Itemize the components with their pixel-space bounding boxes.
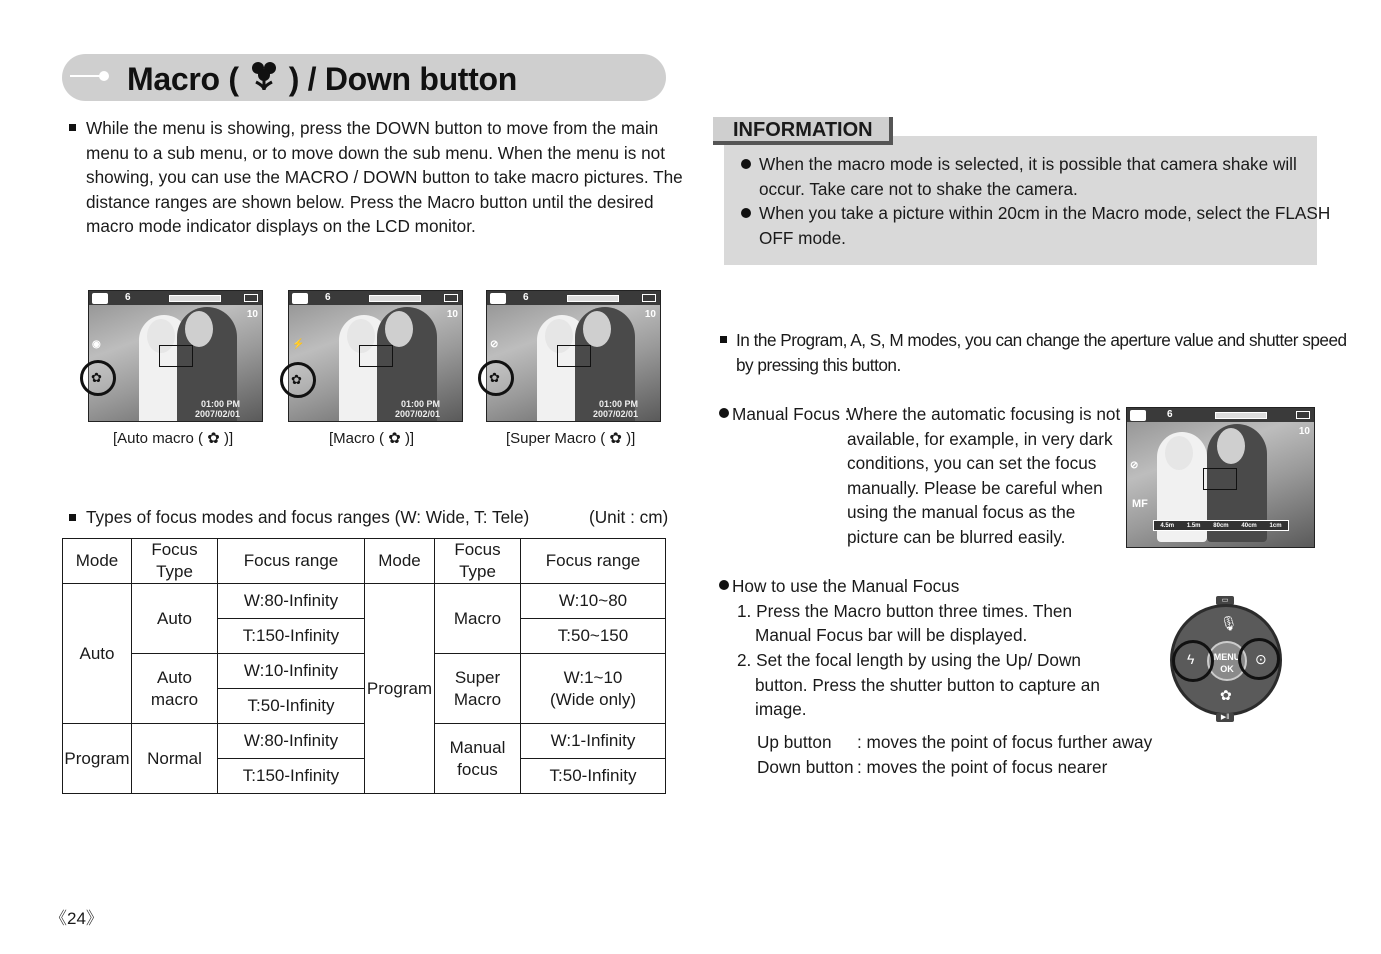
bullet-dot — [741, 159, 751, 169]
table-cell: T:50-Infinity — [521, 759, 666, 794]
mf-line: using the manual focus as the — [847, 502, 1076, 523]
super-macro-icon: ✿ — [489, 370, 500, 385]
caption-super-macro — [506, 429, 635, 447]
focus-range-table — [62, 538, 666, 794]
header-cell: Mode — [365, 539, 435, 584]
focus-scale-label: 1cm — [1269, 522, 1282, 529]
date: 2007/02/01 — [394, 409, 440, 419]
table-cell: Program — [63, 724, 132, 794]
table-row — [63, 584, 666, 619]
table-cell — [435, 654, 521, 724]
bullet-dot — [741, 208, 751, 218]
battery-icon — [642, 294, 656, 302]
auto-macro-icon: ✿ — [91, 370, 102, 385]
self-timer-icon: ⊙ — [1255, 651, 1267, 667]
how-to-step: Manual Focus bar will be displayed. — [755, 625, 1028, 645]
caption-macro — [329, 429, 414, 447]
intro-line: distance ranges are shown below. Press the Macro button until the desired — [86, 191, 654, 212]
cell-line: W:1~10 — [563, 667, 623, 687]
focus-frame — [557, 345, 591, 367]
table-cell: T:150-Infinity — [218, 619, 365, 654]
how-to-step: image. — [755, 699, 807, 719]
note-line: In the Program, A, S, M modes, you can change the aperture value and shutter speed — [736, 330, 1347, 350]
table-heading: Types of focus modes and focus ranges (W: Wide, T: Tele) — [86, 507, 530, 527]
image-size-indicator: 10 — [246, 309, 258, 320]
flash-icon: ϟ — [1187, 651, 1195, 667]
lcd-macro — [288, 290, 463, 422]
caption-text: )] — [404, 430, 415, 447]
playback-pause-icon: ▶‖ — [1216, 713, 1234, 722]
battery-icon — [444, 294, 458, 302]
mic-icon: 🎙 — [1220, 615, 1238, 631]
shots-remaining: 6 — [325, 292, 331, 303]
auto-macro-icon: ✿ — [207, 430, 220, 447]
intro-line: While the menu is showing, press the DOWN button to move from the main — [86, 118, 659, 138]
info-line: When the macro mode is selected, it is possible that camera shake will — [759, 154, 1297, 174]
photo-face — [185, 311, 213, 347]
flash-auto-icon: ⚡ — [292, 339, 305, 350]
zoom-bar — [567, 295, 619, 302]
focus-scale-label: 4.5m — [1160, 522, 1175, 529]
zoom-bar — [1215, 412, 1267, 419]
manual-focus-label: Manual Focus : — [732, 404, 850, 424]
image-size-indicator: 10 — [644, 309, 656, 320]
information-title: INFORMATION — [733, 119, 873, 141]
macro-icon: ✿ — [291, 372, 302, 387]
lcd-manual-focus — [1126, 407, 1315, 548]
table-cell — [132, 654, 218, 724]
table-cell: T:50-Infinity — [218, 689, 365, 724]
focus-scale-label: 1.5m — [1186, 522, 1201, 529]
header-cell: Focus Type — [132, 539, 218, 584]
header-cell: Focus range — [521, 539, 666, 584]
eye-icon: ◉ — [92, 339, 101, 350]
table-cell: Program — [365, 584, 435, 794]
table-cell — [521, 654, 666, 724]
camera-mode-icon — [92, 293, 108, 304]
photo-face — [1217, 428, 1245, 464]
bullet-square — [720, 336, 727, 343]
photo-face — [1165, 436, 1193, 470]
intro-line: showing, you can use the MACRO / DOWN button to take macro pictures. The — [86, 167, 683, 188]
information-item — [759, 152, 1297, 201]
down-button-label: Down button — [757, 757, 854, 777]
focus-frame — [159, 345, 193, 367]
ok-label: OK — [1220, 664, 1234, 674]
cell-line: Macro — [453, 689, 502, 709]
camera-mode-icon — [1130, 410, 1146, 421]
photo-face — [583, 311, 611, 347]
title-suffix: ) / Down button — [288, 60, 518, 97]
header-cell: Mode — [63, 539, 132, 584]
up-button-label: Up button — [757, 732, 832, 752]
bullet-dot — [719, 580, 729, 590]
caption-text: [Auto macro ( — [113, 430, 204, 447]
intro-line: menu to a sub menu, or to move down the sub menu. When the menu is not — [86, 142, 665, 163]
playback-icon: ▭ — [1216, 596, 1234, 605]
title-decoration-dot — [99, 71, 109, 81]
lcd-super-macro — [486, 290, 661, 422]
header-cell: Focus Type — [435, 539, 521, 584]
focus-frame — [359, 345, 393, 367]
mf-line: manually. Please be careful when — [847, 477, 1103, 498]
table-cell: W:10-Infinity — [218, 654, 365, 689]
table-cell: W:1-Infinity — [521, 724, 666, 759]
time: 01:00 PM — [200, 399, 240, 409]
intro-line: macro mode indicator displays on the LCD monitor. — [86, 216, 476, 237]
flash-off-icon: ⊘ — [490, 339, 499, 350]
mf-line: picture can be blurred easily. — [847, 526, 1066, 547]
shots-remaining: 6 — [523, 292, 529, 303]
highlight-ring — [80, 360, 116, 396]
time: 01:00 PM — [598, 399, 638, 409]
intro-paragraph — [86, 116, 683, 239]
table-unit: (Unit : cm) — [589, 507, 669, 527]
mf-line: Where the automatic focusing is not — [847, 404, 1121, 424]
header-cell: Focus range — [218, 539, 365, 584]
date: 2007/02/01 — [592, 409, 638, 419]
cell-line: Manual — [449, 737, 506, 757]
camera-mode-icon — [292, 293, 308, 304]
up-button-description: : moves the point of focus further away — [857, 732, 1153, 752]
cell-line: macro — [150, 689, 199, 709]
shots-remaining: 6 — [1167, 409, 1173, 420]
table-cell: Macro — [435, 584, 521, 654]
information-item — [759, 201, 1330, 250]
note-line: by pressing this button. — [736, 354, 901, 375]
battery-icon — [1296, 411, 1310, 419]
page-title — [127, 58, 517, 100]
highlight-ring — [478, 360, 514, 396]
table-cell — [435, 724, 521, 794]
how-to-step: button. Press the shutter button to capture an — [755, 675, 1100, 695]
focus-frame — [1203, 468, 1237, 490]
flash-off-icon: ⊘ — [1130, 460, 1139, 471]
image-size-indicator: 10 — [446, 309, 458, 320]
table-cell: T:50~150 — [521, 619, 666, 654]
page-number: 《24》 — [50, 909, 103, 928]
bullet-square — [69, 514, 76, 521]
lcd-auto-macro — [88, 290, 263, 422]
cell-line: (Wide only) — [550, 689, 636, 709]
table-cell: W:80-Infinity — [218, 584, 365, 619]
caption-text: )] — [223, 430, 234, 447]
image-size-indicator: 10 — [1298, 426, 1310, 437]
how-to-heading: How to use the Manual Focus — [732, 576, 960, 596]
manual-focus-description — [847, 402, 1120, 550]
highlight-ring — [1238, 638, 1280, 680]
highlight-ring — [1172, 640, 1214, 682]
info-line: When you take a picture within 20cm in the Macro mode, select the FLASH — [759, 203, 1331, 223]
down-button-description: : moves the point of focus nearer — [857, 757, 1108, 777]
how-to-step: 1. Press the Macro button three times. Then — [737, 601, 1073, 621]
table-cell: W:80-Infinity — [218, 724, 365, 759]
program-note — [736, 328, 1347, 377]
table-cell: Normal — [132, 724, 218, 794]
table-cell: T:150-Infinity — [218, 759, 365, 794]
macro-icon: ✿ — [1220, 687, 1232, 703]
date: 2007/02/01 — [194, 409, 240, 419]
camera-mode-icon — [490, 293, 506, 304]
info-line: occur. Take care not to shake the camera. — [759, 178, 1078, 199]
caption-text: )] — [626, 430, 636, 447]
time: 01:00 PM — [400, 399, 440, 409]
table-row — [63, 724, 666, 759]
caption-text: [Macro ( — [329, 430, 385, 447]
bullet-dot — [719, 408, 729, 418]
table-cell: Auto — [63, 584, 132, 724]
caption-text: [Super Macro ( — [506, 430, 606, 447]
timestamp — [593, 399, 638, 419]
cell-line: focus — [457, 759, 498, 779]
cell-line: Auto — [157, 667, 192, 687]
how-to-step: 2. Set the focal length by using the Up/ Down — [737, 650, 1081, 670]
mf-indicator: MF — [1132, 498, 1148, 510]
table-header-row — [63, 539, 666, 584]
mf-line: available, for example, in very dark — [847, 428, 1113, 449]
bullet-square — [69, 124, 76, 131]
macro-icon: ✿ — [388, 430, 401, 447]
timestamp — [395, 399, 440, 419]
table-row — [63, 654, 666, 689]
zoom-bar — [369, 295, 421, 302]
macro-flower-icon — [247, 58, 281, 100]
focus-scale-label: 40cm — [1241, 522, 1257, 529]
highlight-ring — [280, 362, 316, 398]
menu-label: MENU — [1213, 652, 1241, 662]
manual-focus-bar — [1153, 520, 1289, 531]
info-line: OFF mode. — [759, 227, 846, 248]
super-macro-icon: ✿ — [609, 430, 622, 447]
mf-line: conditions, you can set the focus — [847, 453, 1097, 474]
battery-icon — [244, 294, 258, 302]
table-cell: W:10~80 — [521, 584, 666, 619]
title-prefix: Macro ( — [127, 60, 239, 97]
cell-line: Super — [454, 667, 501, 687]
shots-remaining: 6 — [125, 292, 131, 303]
photo-face — [385, 311, 413, 347]
table-cell: Auto — [132, 584, 218, 654]
focus-scale-label: 80cm — [1213, 522, 1229, 529]
timestamp — [195, 399, 240, 419]
caption-auto-macro — [113, 429, 233, 447]
zoom-bar — [169, 295, 221, 302]
